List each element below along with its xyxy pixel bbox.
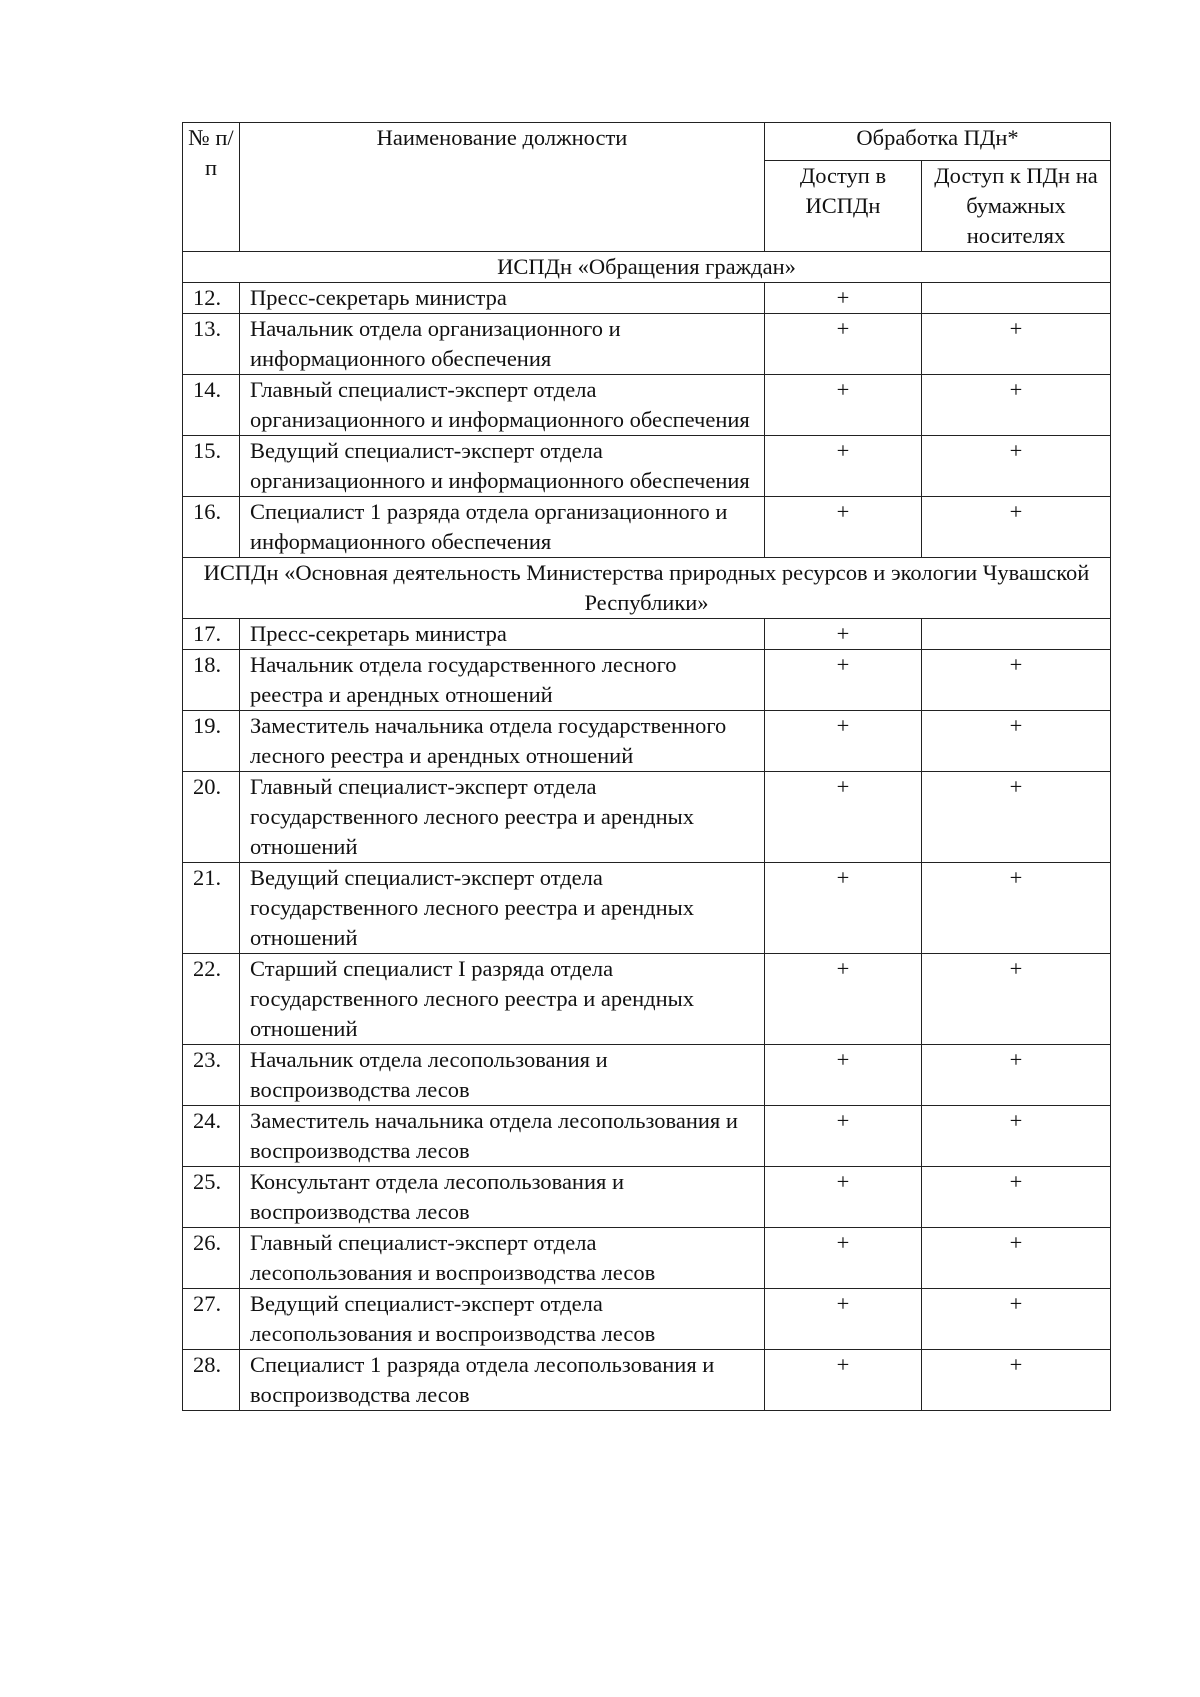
section-row xyxy=(183,558,1111,619)
table-row xyxy=(183,772,1111,863)
position-name: Ведущий специалист-эксперт отдела лесопользования и воспроизводства лесов xyxy=(240,1289,765,1350)
row-number: 17. xyxy=(183,619,240,650)
position-name: Ведущий специалист-эксперт отдела организационного и информационного обеспечения xyxy=(240,436,765,497)
section-title: ИСПДн «Обращения граждан» xyxy=(183,252,1111,283)
row-number: 21. xyxy=(183,863,240,954)
table-row xyxy=(183,954,1111,1045)
paper-access-mark: + xyxy=(922,375,1111,436)
row-number: 22. xyxy=(183,954,240,1045)
header-num: № п/п xyxy=(183,123,240,252)
paper-access-mark: + xyxy=(922,314,1111,375)
position-name: Пресс-секретарь министра xyxy=(240,283,765,314)
position-name: Начальник отдела организационного и информационного обеспечения xyxy=(240,314,765,375)
row-number: 28. xyxy=(183,1350,240,1411)
header-access-paper: Доступ к ПДн на бумажных носителях xyxy=(922,161,1111,252)
position-name: Специалист 1 разряда отдела лесопользования и воспроизводства лесов xyxy=(240,1350,765,1411)
paper-access-mark: + xyxy=(922,1167,1111,1228)
row-number: 25. xyxy=(183,1167,240,1228)
ispdn-access-mark: + xyxy=(765,314,922,375)
position-name: Пресс-секретарь министра xyxy=(240,619,765,650)
row-number: 18. xyxy=(183,650,240,711)
paper-access-mark: + xyxy=(922,1045,1111,1106)
ispdn-access-mark: + xyxy=(765,1350,922,1411)
table-row xyxy=(183,863,1111,954)
ispdn-access-mark: + xyxy=(765,375,922,436)
paper-access-mark: + xyxy=(922,1350,1111,1411)
ispdn-access-mark: + xyxy=(765,1228,922,1289)
row-number: 20. xyxy=(183,772,240,863)
table-row xyxy=(183,619,1111,650)
paper-access-mark: + xyxy=(922,1289,1111,1350)
row-number: 23. xyxy=(183,1045,240,1106)
paper-access-mark xyxy=(922,283,1111,314)
position-name: Начальник отдела лесопользования и воспроизводства лесов xyxy=(240,1045,765,1106)
ispdn-access-mark: + xyxy=(765,619,922,650)
table-row xyxy=(183,1228,1111,1289)
table-row xyxy=(183,650,1111,711)
position-name: Заместитель начальника отдела государственного лесного реестра и арендных отношений xyxy=(240,711,765,772)
ispdn-access-mark: + xyxy=(765,1167,922,1228)
table-row xyxy=(183,1289,1111,1350)
row-number: 14. xyxy=(183,375,240,436)
ispdn-access-mark: + xyxy=(765,1289,922,1350)
paper-access-mark: + xyxy=(922,497,1111,558)
position-name: Старший специалист I разряда отдела государственного лесного реестра и арендных отношений xyxy=(240,954,765,1045)
row-number: 15. xyxy=(183,436,240,497)
table-body xyxy=(183,123,1111,1411)
ispdn-access-mark: + xyxy=(765,863,922,954)
row-number: 12. xyxy=(183,283,240,314)
row-number: 26. xyxy=(183,1228,240,1289)
row-number: 24. xyxy=(183,1106,240,1167)
ispdn-access-mark: + xyxy=(765,436,922,497)
paper-access-mark: + xyxy=(922,650,1111,711)
ispdn-access-mark: + xyxy=(765,1045,922,1106)
paper-access-mark: + xyxy=(922,711,1111,772)
table-row xyxy=(183,375,1111,436)
ispdn-access-mark: + xyxy=(765,283,922,314)
position-name: Заместитель начальника отдела лесопользования и воспроизводства лесов xyxy=(240,1106,765,1167)
ispdn-access-mark: + xyxy=(765,497,922,558)
table-row xyxy=(183,497,1111,558)
table-row xyxy=(183,1106,1111,1167)
header-processing: Обработка ПДн* xyxy=(765,123,1111,161)
position-name: Главный специалист-эксперт отдела лесопользования и воспроизводства лесов xyxy=(240,1228,765,1289)
row-number: 27. xyxy=(183,1289,240,1350)
paper-access-mark: + xyxy=(922,436,1111,497)
position-name: Специалист 1 разряда отдела организационного и информационного обеспечения xyxy=(240,497,765,558)
table-row xyxy=(183,711,1111,772)
section-row xyxy=(183,252,1111,283)
table-row xyxy=(183,1045,1111,1106)
position-name: Ведущий специалист-эксперт отдела государственного лесного реестра и арендных отношений xyxy=(240,863,765,954)
row-number: 19. xyxy=(183,711,240,772)
header-name: Наименование должности xyxy=(240,123,765,252)
position-name: Консультант отдела лесопользования и воспроизводства лесов xyxy=(240,1167,765,1228)
position-name: Главный специалист-эксперт отдела государственного лесного реестра и арендных отношений xyxy=(240,772,765,863)
header-row xyxy=(183,123,1111,161)
paper-access-mark xyxy=(922,619,1111,650)
position-name: Начальник отдела государственного лесного реестра и арендных отношений xyxy=(240,650,765,711)
paper-access-mark: + xyxy=(922,772,1111,863)
paper-access-mark: + xyxy=(922,1228,1111,1289)
section-title: ИСПДн «Основная деятельность Министерства природных ресурсов и экологии Чувашской Республики» xyxy=(183,558,1111,619)
paper-access-mark: + xyxy=(922,954,1111,1045)
ispdn-access-mark: + xyxy=(765,711,922,772)
ispdn-access-mark: + xyxy=(765,954,922,1045)
header-access-ispdn: Доступ в ИСПДн xyxy=(765,161,922,252)
row-number: 16. xyxy=(183,497,240,558)
paper-access-mark: + xyxy=(922,863,1111,954)
table-row xyxy=(183,1167,1111,1228)
table-row xyxy=(183,283,1111,314)
positions-table xyxy=(182,122,1111,1411)
position-name: Главный специалист-эксперт отдела организационного и информационного обеспечения xyxy=(240,375,765,436)
table-row xyxy=(183,314,1111,375)
row-number: 13. xyxy=(183,314,240,375)
ispdn-access-mark: + xyxy=(765,1106,922,1167)
paper-access-mark: + xyxy=(922,1106,1111,1167)
ispdn-access-mark: + xyxy=(765,772,922,863)
table-row xyxy=(183,1350,1111,1411)
ispdn-access-mark: + xyxy=(765,650,922,711)
table-row xyxy=(183,436,1111,497)
